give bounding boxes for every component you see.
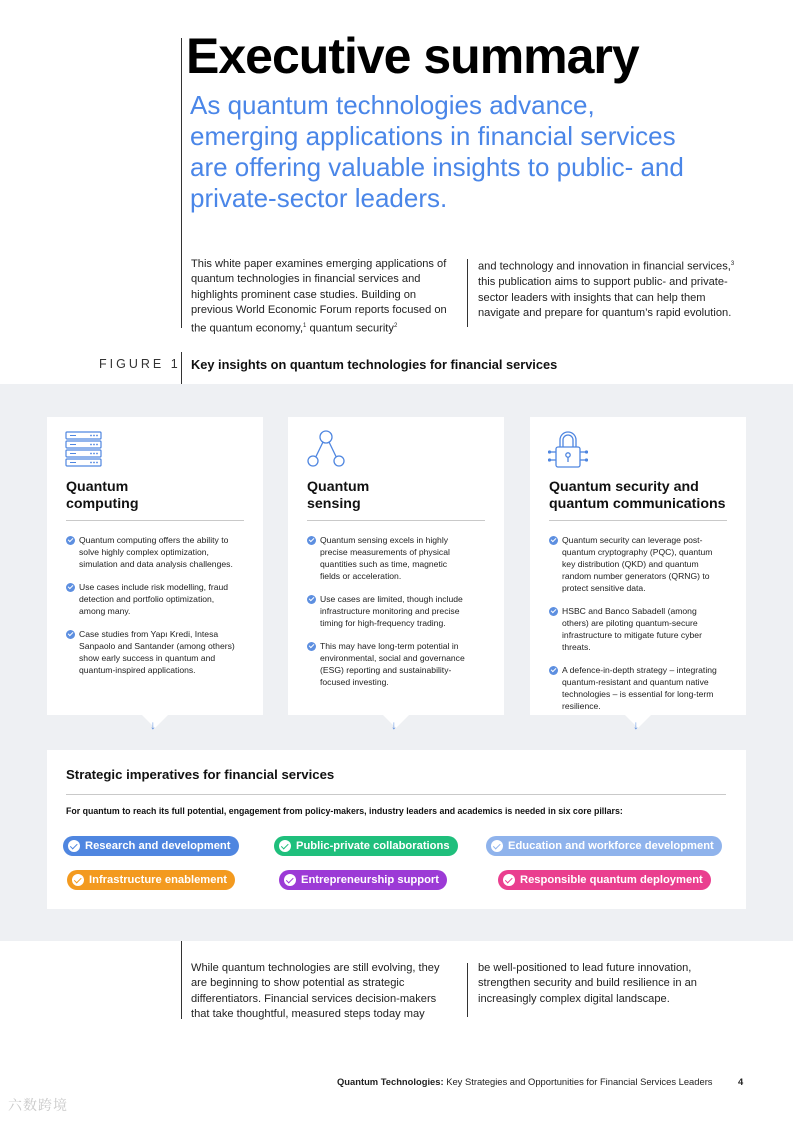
intro-column-2 [478, 257, 746, 321]
figure-title: Key insights on quantum technologies for financial services [191, 357, 558, 372]
list-item: Use cases include risk modelling, fraud detection and portfolio optimization, among many. [66, 581, 242, 617]
check-circle-icon [549, 536, 558, 545]
card-divider [549, 520, 727, 521]
intro-col2-text: and technology and innovation in financial services, [478, 260, 731, 273]
network-nodes-icon [306, 429, 346, 469]
list-item: This may have long-term potential in environmental, social and governance (ESG) reporting and sustainability-focused investing. [307, 640, 469, 688]
list-item: Case studies from Yapı Kredi, Intesa Sanpaolo and Santander (among others) show early success in quantum and quantum-inspired applications. [66, 628, 242, 676]
list-item: A defence-in-depth strategy – integrating quantum-resistant and quantum native technologies – is essential for long-term resilience. [549, 664, 717, 712]
title-divider-line [181, 38, 182, 328]
pillar-badge: Education and workforce development [486, 836, 722, 856]
check-circle-icon [549, 607, 558, 616]
arrow-down-icon: ↓ [391, 718, 397, 732]
strategy-title: Strategic imperatives for financial services [66, 767, 335, 782]
card-bullet-list [549, 534, 717, 723]
check-circle-icon [307, 642, 316, 651]
padlock-circuit-icon [548, 429, 588, 469]
check-circle-icon [72, 874, 84, 886]
pillar-badge: Infrastructure enablement [67, 870, 235, 890]
check-circle-icon [279, 840, 291, 852]
list-item: Quantum computing offers the ability to solve highly complex optimization, simulation and data analysis challenges. [66, 534, 242, 570]
card-divider [66, 520, 244, 521]
footnote-ref-1[interactable]: 1 [303, 322, 307, 329]
figure-label: FIGURE 1 [99, 357, 181, 371]
footnote-ref-2[interactable]: 2 [393, 322, 398, 329]
check-circle-icon [66, 583, 75, 592]
check-circle-icon [503, 874, 515, 886]
card-bullet-list [307, 534, 469, 699]
watermark: 六数跨境 [8, 1097, 68, 1113]
page-number: 4 [738, 1076, 744, 1087]
strategic-imperatives-box [47, 750, 746, 909]
intro-col1-mid: quantum security [306, 322, 394, 335]
page-subtitle: As quantum technologies advance, emerging applications in financial services are offering valuable insights to public- and private-sector leaders. [190, 90, 684, 213]
check-circle-icon [66, 630, 75, 639]
intro-column-1 [191, 257, 453, 337]
list-item: HSBC and Banco Sabadell (among others) are piloting quantum-secure infrastructure to mitigate future cyber threats. [549, 605, 717, 653]
outro-left-line [181, 941, 182, 1019]
check-circle-icon [307, 595, 316, 604]
arrow-down-icon: ↓ [633, 718, 639, 732]
card-divider [307, 520, 485, 521]
pillar-badge: Research and development [63, 836, 239, 856]
page-title: Executive summary [186, 28, 639, 84]
strategy-divider [66, 794, 726, 795]
check-circle-icon [491, 840, 503, 852]
intro-col1-text: This white paper examines emerging applications of quantum technologies in financial services and highlights prominent case studies. Building on previous World Economic Forum reports focused on the quantum economy, [191, 258, 447, 335]
card-quantum-sensing [288, 417, 504, 715]
server-rack-icon [65, 429, 105, 469]
check-circle-icon [284, 874, 296, 886]
card-title: Quantum sensing [307, 479, 370, 512]
intro-col2-rest: this publication aims to support public- and private-sector leaders with insights that can help them navigate and prepare for quantum’s rapid evolution. [478, 276, 732, 319]
intro-column-divider [467, 259, 468, 327]
list-item: Use cases are limited, though include infrastructure monitoring and precise timing for high-frequency trading. [307, 593, 469, 629]
footnote-ref-3[interactable]: 3 [730, 261, 735, 267]
pillar-badge: Entrepreneurship support [279, 870, 447, 890]
strategy-subtitle: For quantum to reach its full potential, engagement from policy-makers, industry leaders and academics is needed in six core pillars: [66, 806, 623, 816]
list-item: Quantum sensing excels in highly precise measurements of physical quantities such as time, magnetic fields or acceleration. [307, 534, 469, 582]
card-title: Quantum computing [66, 479, 139, 512]
list-item: Quantum security can leverage post-quantum cryptography (PQC), quantum key distribution (QKD) and quantum random number generators (QRNG) to protect sensitive data. [549, 534, 717, 594]
check-circle-icon [307, 536, 316, 545]
arrow-down-icon: ↓ [150, 718, 156, 732]
card-title: Quantum security and quantum communications [549, 479, 726, 512]
pillar-badge: Public-private collaborations [274, 836, 458, 856]
card-bullet-list [66, 534, 242, 687]
check-circle-icon [68, 840, 80, 852]
check-circle-icon [549, 666, 558, 675]
figure-divider-line [181, 352, 182, 384]
pillar-badge: Responsible quantum deployment [498, 870, 711, 890]
card-quantum-computing [47, 417, 263, 715]
outro-column-1: While quantum technologies are still evolving, they are beginning to show potential as strategic differentiators. Financial services decision-makers that take thoughtful, measured steps today may [191, 962, 440, 1021]
card-quantum-security [530, 417, 746, 715]
page-footer: Quantum Technologies: Key Strategies and Opportunities for Financial Services Leaders [337, 1076, 713, 1087]
check-circle-icon [66, 536, 75, 545]
outro-column-2: be well-positioned to lead future innovation, strengthen security and build resilience in an increasingly complex digital landscape. [478, 962, 697, 1005]
outro-column-divider [467, 963, 468, 1017]
